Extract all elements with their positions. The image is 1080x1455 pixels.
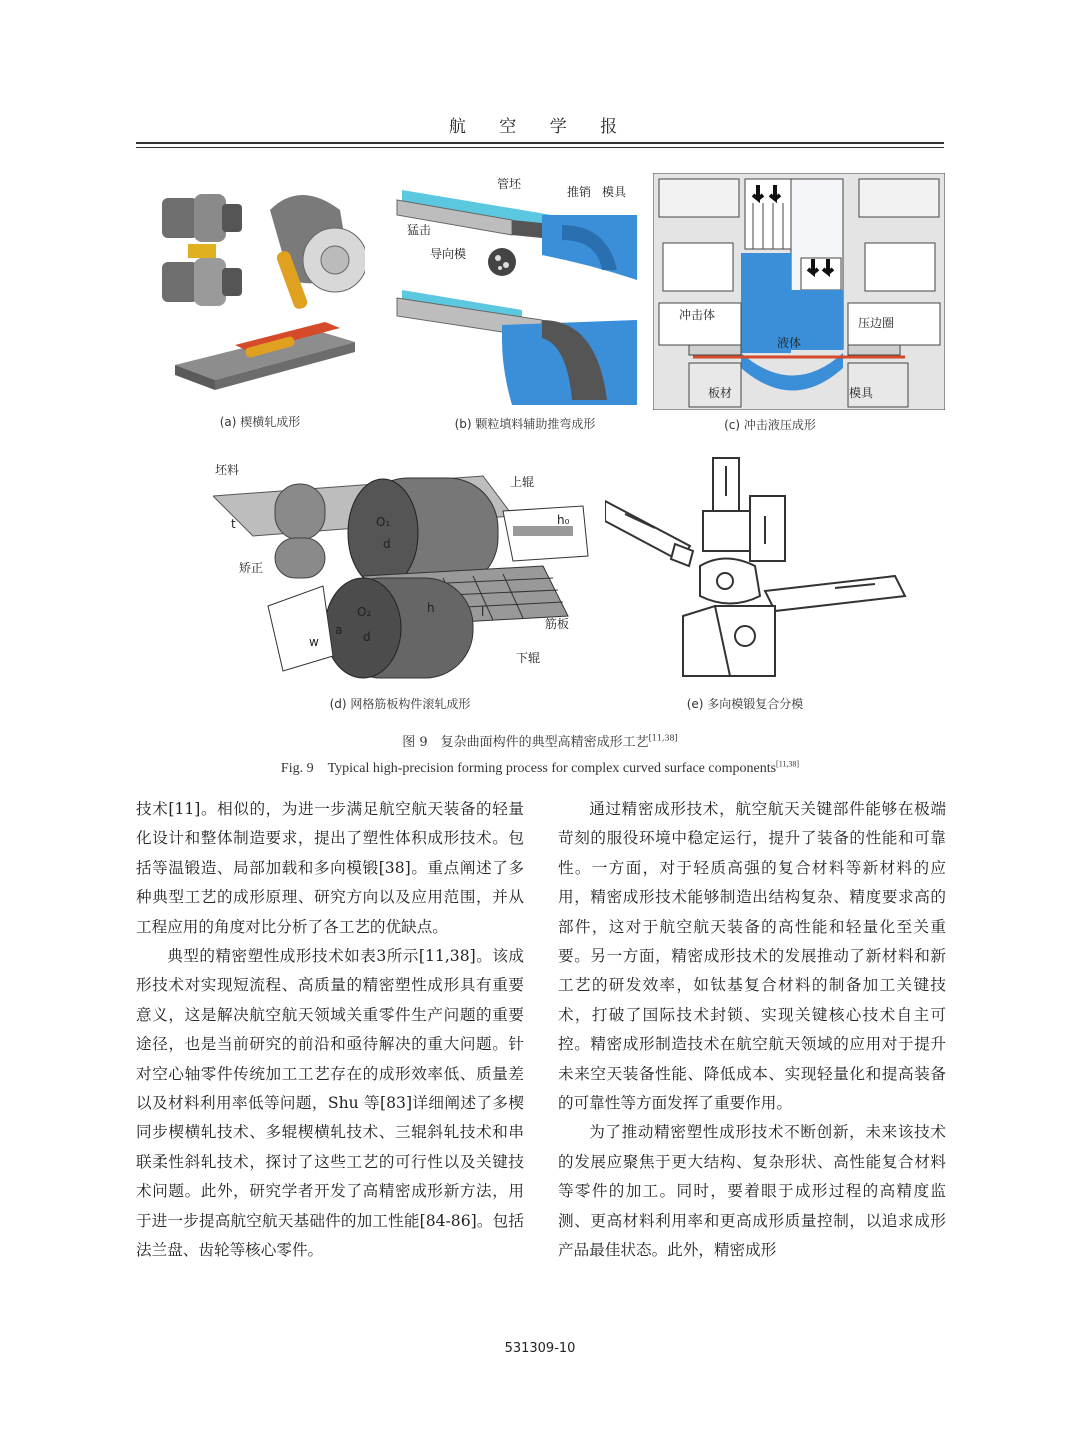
label-tube: 管坯 (497, 177, 522, 191)
figure-caption-cn-text: 图 9 复杂曲面构件的典型高精密成形工艺 (402, 735, 649, 750)
body-left-column (136, 795, 524, 1266)
label-guide-die: 导向模 (430, 247, 467, 261)
figure-panel-a (150, 170, 365, 405)
caption-panel-b: (b) 颗粒填料辅助推弯成形 (454, 417, 596, 431)
body-right-column (558, 795, 946, 1266)
label-l: l (481, 605, 485, 619)
paragraph: 为了推动精密塑性成形技术不断创新，未来该技术的发展应聚焦于更大结构、复杂形状、高性能复合材料等零件的加工。同时，要着眼于成形过程的高精度监测、更高材料利用率和更高成形质量控制，以追求成形产品最佳状态。此外，精密成形 (558, 1123, 946, 1260)
label-upper-roll: 上辊 (510, 475, 535, 489)
paragraph: 典型的精密塑性成形技术如表3所示[11,38]。该成形技术对实现短流程、高质量的精密塑性成形具有重要意义，这是解决航空航天领域关重零件生产问题的重要途径，也是当前研究的前沿和亟待解决的重大问题。针对空心轴零件传统加工工艺存在的成形效率低、质量差以及材料利用率低等问题，Shu 等[83]详细阐述了多楔同步楔横轧技术、多辊楔横轧技术、三辊斜轧技术和串联柔性斜轧技术，探讨了这些工艺的可行性以及关键技术问题。此外，研究学者开发了高精密成形新方法，用于进一步提高航空航天基础件的加工性能[84-86]。包括法兰盘、齿轮等核心零件。 (136, 947, 524, 1260)
header-rule (136, 142, 944, 144)
figure-panel-b (392, 170, 642, 410)
figure-caption-cn (0, 731, 1080, 750)
label-w: w (309, 635, 319, 649)
caption-panel-a: (a) 楔横轧成形 (219, 415, 301, 429)
label-d-lower: d (363, 630, 371, 644)
label-liquid: 液体 (777, 336, 802, 350)
label-h: h (427, 601, 435, 615)
label-push-pin: 推销 (567, 185, 592, 199)
journal-header: 航 空 学 报 (448, 117, 632, 137)
label-die-c: 模具 (849, 386, 874, 400)
paragraph: 通过精密成形技术，航空航天关键部件能够在极端苛刻的服役环境中稳定运行，提升了装备的性能和可靠性。一方面，对于轻质高强的复合材料等新材料的应用，精密成形技术能够制造出结构复杂、精度要求高的部件，这对于航空航天装备的高性能和轻量化至关重要。另一方面，精密成形技术的发展推动了新材料和新工艺的研发效率，如钛基复合材料的制备加工关键技术，打破了国际技术封锁、实现关键核心技术自主可控。精密成形制造技术在航空航天领域的应用对于提升未来空天装备性能、降低成本、实现轻量化和提高装备的可靠性等方面发挥了重要作用。 (558, 800, 946, 1113)
label-h0: h₀ (557, 513, 570, 527)
label-striker: 猛击 (407, 223, 432, 237)
caption-panel-d: (d) 网格筋板构件滚轧成形 (329, 697, 471, 711)
paragraph: 技术[11]。相似的，为进一步满足航空航天装备的轻量化设计和整体制造要求，提出了塑性体积成形技术。包括等温锻造、局部加载和多向模锻[38]。重点阐述了多种典型工艺的成形原理、研究方向以及应用范围，并从工程应用的角度对比分析了各工艺的优缺点。 (136, 800, 524, 936)
label-blank-holder: 压边圈 (858, 316, 895, 330)
label-a: a (335, 623, 343, 637)
label-die: 模具 (602, 185, 627, 199)
label-d-upper: d (383, 537, 391, 551)
label-blank: 坯料 (215, 463, 240, 477)
label-impactor: 冲击体 (679, 308, 716, 322)
label-o2: O₂ (357, 605, 372, 619)
caption-panel-e: (e) 多向模锻复合分模 (686, 697, 804, 711)
figure-caption-en-ref: [11,38] (776, 759, 800, 769)
label-o1: O₁ (376, 515, 391, 529)
page-number: 531309-10 (504, 1341, 576, 1356)
label-lower-roll: 下辊 (516, 651, 541, 665)
figure-caption-en (0, 757, 1080, 777)
label-straighten: 矫正 (239, 561, 264, 575)
figure-panel-d (213, 456, 595, 688)
header-rule-thin (136, 147, 944, 148)
figure-panel-e (605, 456, 941, 678)
figure-panel-c (653, 173, 945, 410)
label-rib-plate: 筋板 (545, 617, 570, 631)
roll-illustration (162, 194, 365, 390)
figure-caption-cn-ref: [11,38] (648, 733, 678, 743)
label-sheet: 板材 (708, 386, 733, 400)
caption-panel-c: (c) 冲击液压成形 (724, 418, 816, 432)
label-t: t (231, 517, 236, 531)
figure-caption-en-text: Fig. 9 Typical high-precision forming process for complex curved surface components (280, 761, 777, 776)
